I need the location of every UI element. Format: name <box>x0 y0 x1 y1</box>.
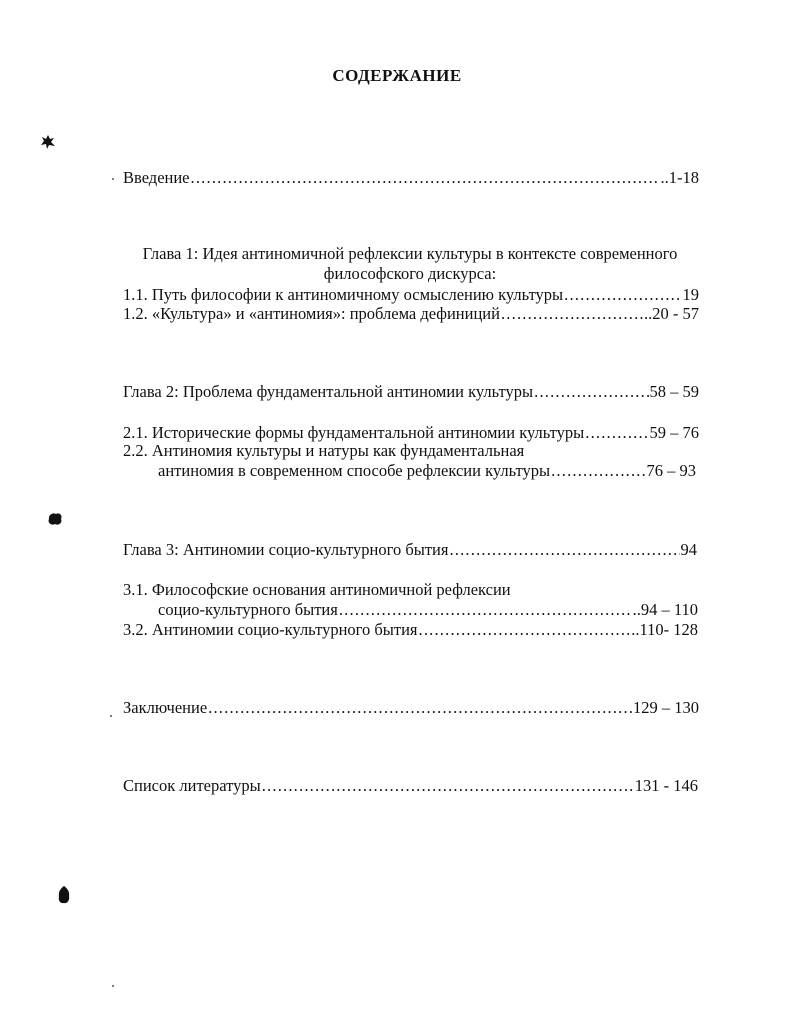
toc-entry-3-1 <box>158 600 698 620</box>
scan-speck <box>112 985 114 987</box>
leader-dots <box>208 698 632 718</box>
toc-entry-pages: 76 – 93 <box>646 461 696 480</box>
toc-entry-pages: 131 - 146 <box>634 776 698 795</box>
leader-dots <box>339 600 632 620</box>
toc-entry-pages: ..110- 128 <box>631 620 698 639</box>
scan-speck <box>110 715 112 717</box>
ink-blot-decoration <box>46 511 64 527</box>
leader-dots <box>534 382 648 402</box>
toc-entry-3-2 <box>123 620 698 640</box>
toc-entry-pages: 58 – 59 <box>649 382 699 401</box>
toc-entry-3-1-line1: 3.1. Философские основания антиномичной рефлексии <box>123 580 511 599</box>
leader-dots <box>419 620 631 640</box>
leader-dots <box>191 168 660 188</box>
toc-entry-conclusion <box>123 698 699 718</box>
toc-entry-label: 2.1. Исторические формы фундаментальной антиномии культуры <box>123 423 585 442</box>
leader-dots <box>262 776 634 796</box>
toc-entry-chapter2 <box>123 382 699 402</box>
toc-entry-intro <box>123 168 699 188</box>
toc-entry-pages: ..1-18 <box>660 168 699 187</box>
toc-entry-pages: 94 <box>680 540 697 559</box>
leader-dots <box>449 540 679 560</box>
toc-entry-1-1 <box>123 285 699 305</box>
toc-entry-chapter3 <box>123 540 697 560</box>
toc-entry-label: антиномия в современном способе рефлексии культуры <box>158 461 551 480</box>
toc-entry-label: 1.1. Путь философии к антиномичному осмыслению культуры <box>123 285 564 304</box>
toc-entry-label: Заключение <box>123 698 208 717</box>
leader-dots <box>585 423 648 443</box>
toc-entry-label: социо-культурного бытия <box>158 600 338 619</box>
toc-chapter1-heading-line1: Глава 1: Идея антиномичной рефлексии культуры в контексте современного <box>142 244 678 263</box>
toc-entry-1-2 <box>123 304 699 324</box>
ink-blot-decoration <box>57 885 71 905</box>
toc-entry-pages: ..20 - 57 <box>644 304 699 323</box>
toc-entry-pages: 59 – 76 <box>649 423 699 442</box>
page-title: СОДЕРЖАНИЕ <box>332 66 462 85</box>
toc-entry-label: Список литературы <box>123 776 261 795</box>
ink-blot-decoration <box>40 134 56 150</box>
toc-entry-pages: 19 <box>682 285 699 304</box>
leader-dots <box>501 304 643 324</box>
leader-dots <box>564 285 681 305</box>
toc-entry-pages: ..94 – 110 <box>632 600 698 619</box>
toc-entry-label: 1.2. «Культура» и «антиномия»: проблема дефиниций <box>123 304 500 323</box>
toc-chapter1-heading-line2: философского дискурса: <box>323 264 497 283</box>
toc-entry-label: Введение <box>123 168 190 187</box>
toc-entry-references <box>123 776 698 796</box>
toc-entry-label: 3.2. Антиномии социо-культурного бытия <box>123 620 418 639</box>
scan-speck <box>112 178 114 180</box>
toc-entry-label: Глава 3: Антиномии социо-культурного бытия <box>123 540 449 559</box>
toc-entry-2-1 <box>123 423 699 443</box>
leader-dots <box>551 461 645 481</box>
toc-entry-2-2 <box>158 461 696 481</box>
toc-entry-pages: 129 – 130 <box>633 698 699 717</box>
toc-entry-2-2-line1: 2.2. Антиномия культуры и натуры как фундаментальная <box>123 441 525 460</box>
toc-entry-label: Глава 2: Проблема фундаментальной антиномии культуры <box>123 382 534 401</box>
